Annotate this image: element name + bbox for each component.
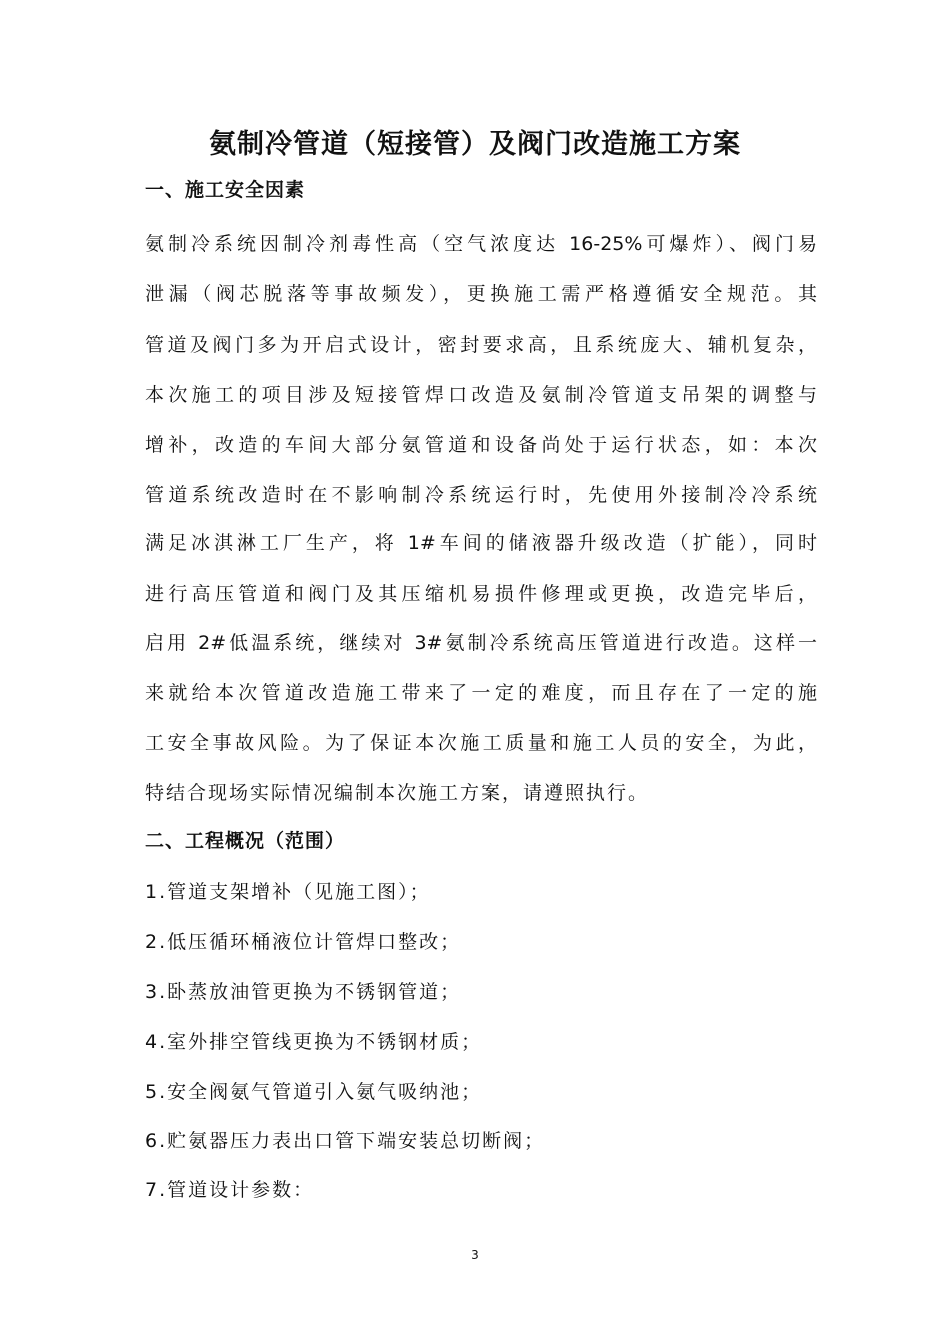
list-item: 6.贮氨器压力表出口管下端安装总切断阀；	[145, 1130, 546, 1152]
paragraph-line: 进行高压管道和阀门及其压缩机易损件修理或更换，改造完毕后，	[145, 583, 817, 605]
list-item: 7.管道设计参数：	[145, 1179, 315, 1201]
paragraph-line: 管道及阀门多为开启式设计，密封要求高，且系统庞大、辅机复杂，	[145, 334, 817, 356]
paragraph-line: 增补，改造的车间大部分氨管道和设备尚处于运行状态，如：本次	[145, 434, 817, 456]
section-heading-overview: 二、工程概况（范围）	[145, 830, 346, 852]
list-item: 5.安全阀氨气管道引入氨气吸纳池；	[145, 1081, 483, 1103]
page-number: 3	[471, 1248, 479, 1262]
list-item: 1.管道支架增补（见施工图）；	[145, 881, 431, 903]
paragraph-line: 泄漏（阀芯脱落等事故频发），更换施工需严格遵循安全规范。其	[145, 283, 817, 305]
paragraph-line: 满足冰淇淋工厂生产，将 1#车间的储液器升级改造（扩能），同时	[145, 532, 817, 554]
section-heading-safety: 一、施工安全因素	[145, 179, 306, 201]
paragraph-line: 特结合现场实际情况编制本次施工方案，请遵照执行。	[145, 782, 650, 804]
document-title: 氨制冷管道（短接管）及阀门改造施工方案	[209, 129, 741, 160]
paragraph-line: 工安全事故风险。为了保证本次施工质量和施工人员的安全，为此，	[145, 732, 817, 754]
paragraph-line: 本次施工的项目涉及短接管焊口改造及氨制冷管道支吊架的调整与	[145, 384, 817, 406]
paragraph-line: 启用 2#低温系统，继续对 3#氨制冷系统高压管道进行改造。这样一	[145, 632, 817, 654]
list-item: 3.卧蒸放油管更换为不锈钢管道；	[145, 981, 462, 1003]
paragraph-line: 管道系统改造时在不影响制冷系统运行时，先使用外接制冷冷系统	[145, 484, 817, 506]
list-item: 4.室外排空管线更换为不锈钢材质；	[145, 1031, 483, 1053]
paragraph-line: 氨制冷系统因制冷剂毒性高（空气浓度达 16-25%可爆炸）、阀门易	[145, 233, 817, 255]
list-item: 2.低压循环桶液位计管焊口整改；	[145, 931, 462, 953]
paragraph-line: 来就给本次管道改造施工带来了一定的难度，而且存在了一定的施	[145, 682, 817, 704]
